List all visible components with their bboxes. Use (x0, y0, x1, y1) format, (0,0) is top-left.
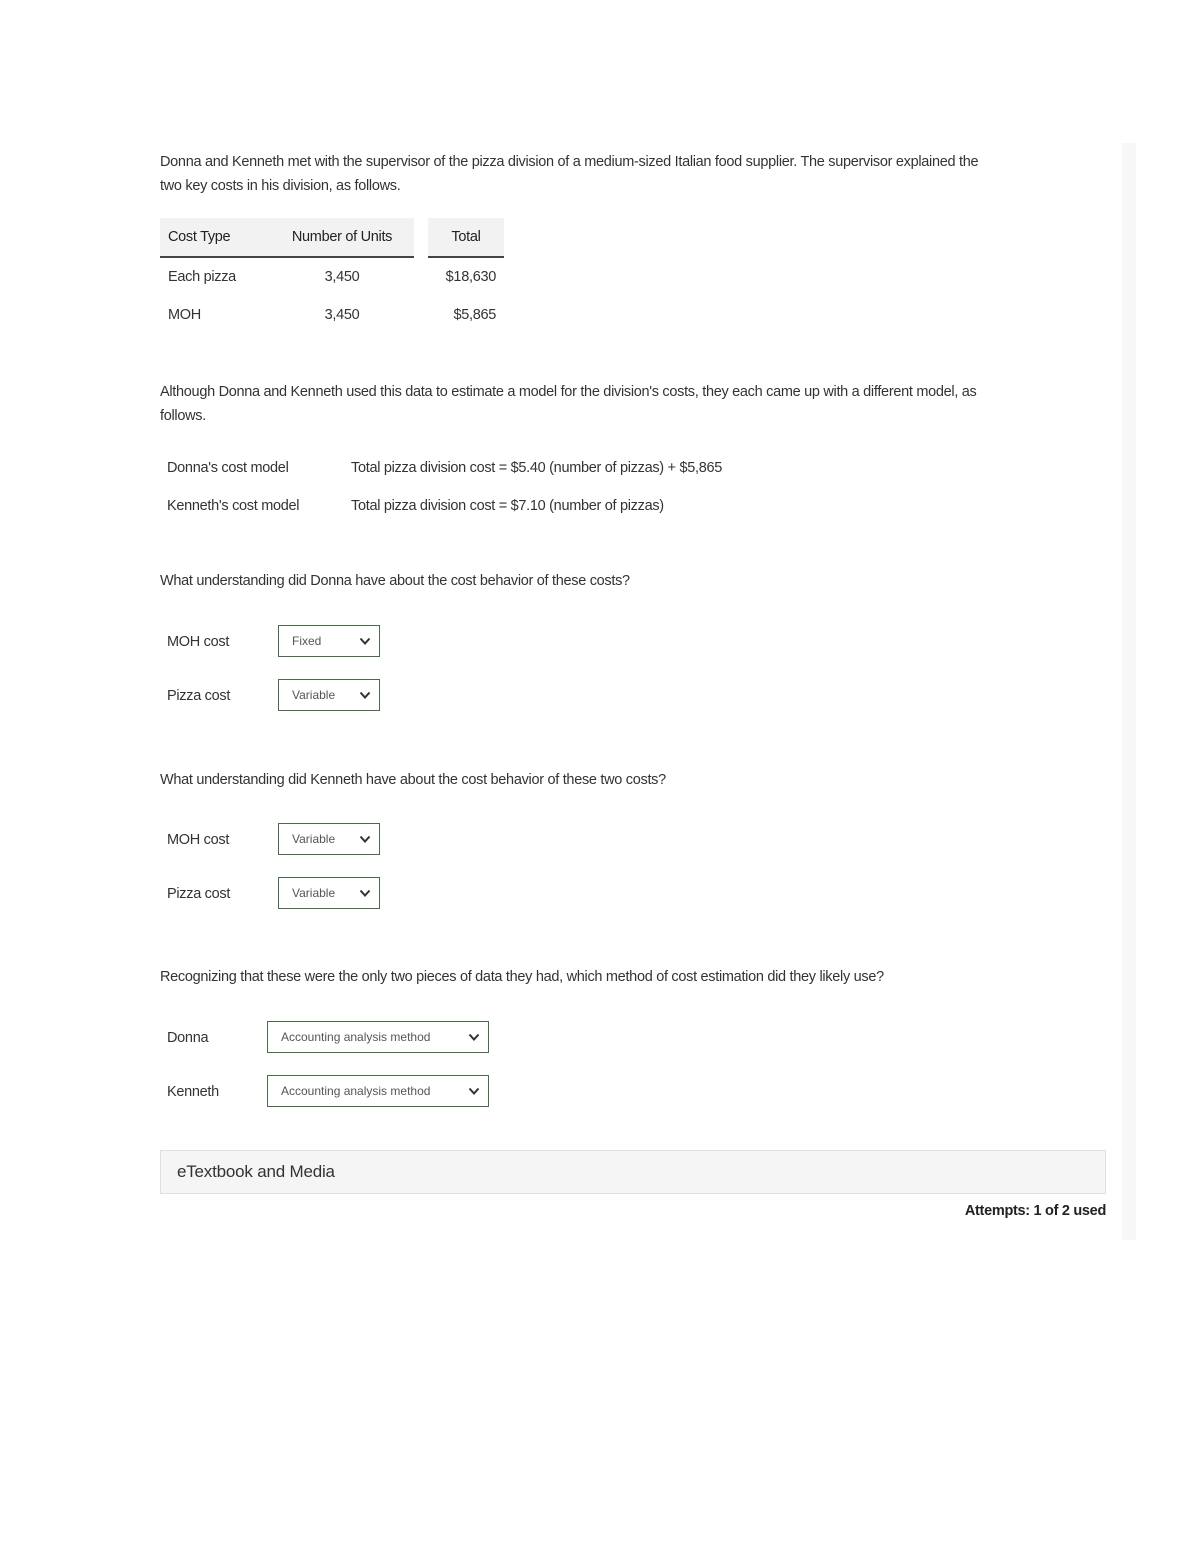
cell-total: $18,630 (445, 269, 496, 285)
q1-moh-row (167, 625, 229, 659)
q2-moh-row (167, 823, 229, 857)
row-label: Donna (167, 1030, 209, 1046)
row-label: Pizza cost (167, 886, 231, 902)
attempts-counter: Attempts: 1 of 2 used (964, 1203, 1106, 1219)
q3-question: Recognizing that these were the only two pieces of data they had, which method of cost estimation did they likely use? (160, 969, 884, 985)
q1-moh-cost-select[interactable] (278, 625, 380, 657)
row-label: MOH cost (167, 634, 230, 650)
table-row (160, 258, 504, 296)
chevron-down-icon (359, 689, 371, 701)
q1-question: What understanding did Donna have about the cost behavior of these costs? (160, 573, 630, 589)
select-value: Accounting analysis method (281, 1030, 431, 1044)
cell-cost-type: MOH (168, 307, 201, 323)
model-equation: Total pizza division cost = $7.10 (number of pizzas) (351, 498, 664, 514)
header-cost-type: Cost Type (160, 218, 270, 258)
chevron-down-icon (468, 1085, 480, 1097)
select-value: Fixed (292, 634, 322, 648)
intro-text (160, 150, 978, 198)
q1-pizza-cost-select[interactable] (278, 679, 380, 711)
cell-units: 3,450 (324, 307, 360, 323)
row-label: Kenneth (167, 1084, 219, 1100)
chevron-down-icon (359, 635, 371, 647)
intro-line-2: two key costs in his division, as follows. (160, 178, 401, 194)
chevron-down-icon (468, 1031, 480, 1043)
q3-kenneth-row (167, 1075, 219, 1109)
chevron-down-icon (359, 887, 371, 899)
model-label: Kenneth's cost model (167, 498, 300, 514)
models-intro-text (160, 380, 977, 428)
q2-question: What understanding did Kenneth have about the cost behavior of these two costs? (160, 772, 666, 788)
kenneth-cost-model-row (167, 494, 664, 518)
panel-edge (1122, 143, 1136, 1240)
q2-pizza-row (167, 877, 230, 911)
header-total: Total (428, 218, 504, 258)
row-label: Pizza cost (167, 688, 231, 704)
q3-kenneth-method-select[interactable] (267, 1075, 489, 1107)
intro-line-1: Donna and Kenneth met with the supervisor of the pizza division of a medium-sized Italian food supplier. The supervisor explained the (160, 154, 979, 170)
row-label: MOH cost (167, 832, 230, 848)
header-gap (414, 218, 428, 258)
cell-units: 3,450 (324, 269, 360, 285)
models-intro-line-1: Although Donna and Kenneth used this data to estimate a model for the division's costs, they each came up with a different model, as (160, 384, 977, 400)
q2-moh-cost-select[interactable] (278, 823, 380, 855)
etextbook-and-media-toggle[interactable] (160, 1150, 1106, 1194)
model-label: Donna's cost model (167, 460, 289, 476)
table-row (160, 296, 504, 334)
q3-donna-row (167, 1021, 208, 1055)
donna-cost-model-row (167, 456, 722, 480)
select-value: Variable (292, 688, 336, 702)
select-value: Variable (292, 832, 336, 846)
cost-table-header-row (160, 218, 504, 258)
etextbook-label: eTextbook and Media (177, 1162, 335, 1181)
models-intro-line-2: follows. (160, 408, 206, 424)
q2-pizza-cost-select[interactable] (278, 877, 380, 909)
header-number-of-units: Number of Units (270, 218, 414, 258)
select-value: Accounting analysis method (281, 1084, 431, 1098)
cell-cost-type: Each pizza (168, 269, 236, 285)
chevron-down-icon (359, 833, 371, 845)
cost-table (160, 218, 504, 334)
select-value: Variable (292, 886, 336, 900)
cell-total: $5,865 (453, 307, 496, 323)
q3-donna-method-select[interactable] (267, 1021, 489, 1053)
q1-pizza-row (167, 679, 230, 713)
model-equation: Total pizza division cost = $5.40 (number of pizzas) + $5,865 (351, 460, 722, 476)
